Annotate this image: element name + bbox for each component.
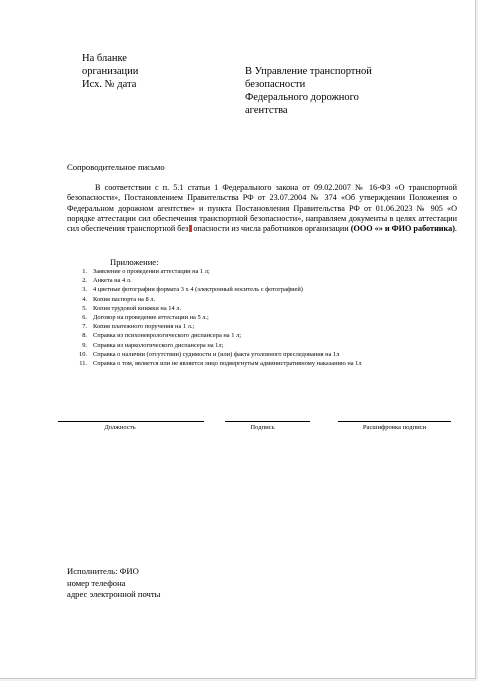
item-number: 6. <box>82 314 87 322</box>
recipient-block <box>245 65 395 117</box>
item-text: Справка о том, является или не является лицо подвергнутым административному наказанию на 1л <box>93 360 362 368</box>
item-text: Анкета на 4 л. <box>93 277 132 285</box>
item-text: Договор на проведение аттестации на 5 л.; <box>93 314 209 322</box>
list-item <box>70 304 460 313</box>
body-text: В соответствии с п. 5.1 статьи 1 Федерального закона от 09.02.2007 № 16-ФЗ «О транспортной безопасности», Постановлением Правительства РФ от 23.07.2004 № 374 «Об утверждении Положения о Федеральном дорожном агентстве» и пункта Постановления Правительства РФ от 01.06.2023 № 905 «О порядке аттестации сил обеспечения транспортной безопасности», направляем документы в целях аттестации сил обеспечения транспортной без <box>67 183 457 234</box>
item-text: Копия паспорта на 8 л. <box>93 295 156 303</box>
item-number: 8. <box>82 332 87 340</box>
list-item <box>70 285 460 294</box>
item-text: Справка из наркологического диспансера на 1л; <box>93 341 224 349</box>
body-text-end: . <box>454 224 457 234</box>
outgoing-number-date: Исх. № дата <box>82 79 137 90</box>
list-item <box>70 276 460 285</box>
list-item <box>70 295 460 304</box>
item-number: 5. <box>82 304 87 312</box>
organization-placeholder: (ООО «» и ФИО работника) <box>350 224 455 234</box>
sender-line: организации <box>82 66 139 77</box>
decoding-signature-line <box>338 421 451 422</box>
item-number: 7. <box>82 323 87 331</box>
body-text: опасности из числа работников организации <box>193 224 351 234</box>
item-number: 1. <box>82 268 87 275</box>
body-paragraph <box>67 183 457 234</box>
list-item <box>70 341 460 350</box>
list-item <box>70 350 460 359</box>
sender-line: На бланке <box>82 53 127 64</box>
document-title: Сопроводительное письмо <box>67 162 165 172</box>
attachment-title: Приложение: <box>110 257 159 267</box>
attachment-list <box>70 267 460 368</box>
text-cursor-marker <box>189 225 192 232</box>
item-text: Справка о наличии (отсутствии) судимости и (или) факта уголовного преследования на 1л <box>93 350 340 358</box>
signature-line <box>225 421 310 422</box>
list-item <box>70 313 460 322</box>
recipient-line: В Управление транспортной <box>245 66 372 77</box>
executor-phone: номер телефона <box>67 577 126 588</box>
item-number: 4. <box>82 295 87 303</box>
list-item <box>70 331 460 340</box>
sender-block <box>82 52 192 91</box>
item-text: Копия платежного поручения на 1 л.; <box>93 323 195 331</box>
item-number: 3. <box>82 286 87 294</box>
list-item <box>70 322 460 331</box>
item-number: 9. <box>82 341 87 349</box>
recipient-line: безопасности <box>245 79 306 90</box>
item-text: Заявление о проведении аттестации на 1 л; <box>93 268 210 275</box>
item-number: 2. <box>82 277 87 285</box>
executor-block <box>67 566 160 601</box>
item-number: 10. <box>79 350 87 358</box>
position-label: Должность <box>104 424 136 431</box>
item-text: Справка из психоневрологического диспансера на 1 л; <box>93 332 241 340</box>
list-item <box>70 267 460 276</box>
executor-name: Исполнитель: ФИО <box>67 566 139 576</box>
decoding-label: Расшифровка подписи <box>362 424 427 431</box>
recipient-line: агентства <box>245 105 288 116</box>
list-item <box>70 359 460 368</box>
position-signature-line <box>58 421 204 422</box>
executor-email: адрес электронной почты <box>67 589 161 600</box>
item-text: Копия трудовой книжки на 14 л. <box>93 304 182 312</box>
signature-label: Подпись <box>250 424 275 431</box>
item-number: 11. <box>79 360 87 368</box>
item-text: 4 цветные фотографии формата 3 x 4 (электронный носитель с фотографией) <box>93 286 303 294</box>
recipient-line: Федерального дорожного <box>245 92 359 103</box>
